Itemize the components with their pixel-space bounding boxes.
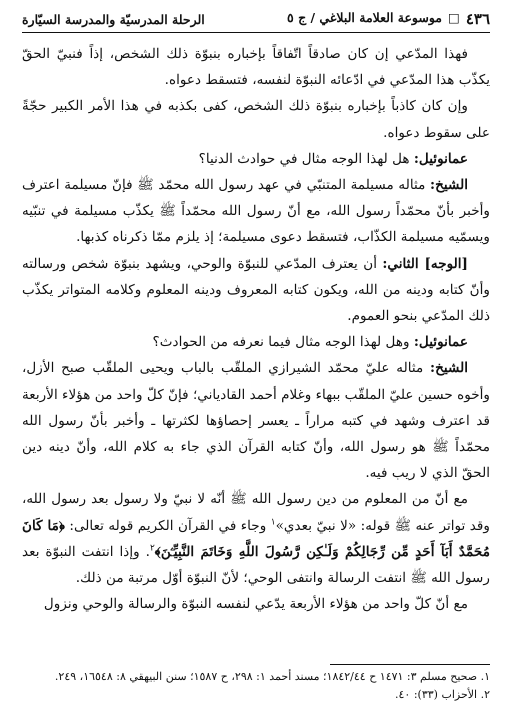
footnote-1: ١. صحيح مسلم ٣: ١٤٧١ ح ١٨٤٢/٤٤؛ مسند أحمد ١: ٢٩٨، ح ١٥٨٧؛ سنن البيهقي ٨: ١٦٥٤٨، ٢٤٩. — [54, 670, 490, 683]
quran-verse: ﴿مَا كَانَ مُحَمَّدٌ أَبَآ أَحَدٍ مِّن رِّجَالِكُمْ وَلَـٰكِن رَّسُولَ اللَّهِ وَخَاتَمَ النَّبِيِّـۧنَ﴾ — [22, 517, 490, 560]
speaker-label: الشيخ: — [430, 360, 468, 377]
paragraph-4 — [22, 172, 490, 251]
running-header — [22, 10, 490, 30]
paragraph-text: هل لهذا الوجه مثال في حوادث الدنيا؟ — [198, 150, 414, 167]
chapter-title: الرحلة المدرسيّة والمدرسة السيّارة — [22, 12, 205, 27]
paragraph-text: فهذا المدّعي إن كان صادقاً اتّفاقاً بإخباره بنبوّة ذلك الشخص، إذاً فنبيّ الحقّ يكذّب هذا المدّعي في ادّعائه النبوّة لنفسه، فتسقط دعواه. — [22, 46, 490, 89]
paragraph-text: مثاله عليّ محمّد الشيرازي الملقّب بالباب ويحيى الملقّب صبح الأزل، وأخوه حسين عليّ الملقّب ببهاء وغلام أحمد القادياني؛ فإنّ كلّ واحد من هؤلاء الأربعة قد اعترف وشهد في كتبه مراراً ـ يعسر إحصاؤها لكثرتها ـ وأخبر بأنّ رسول الله محمّداً ﷺ هو رسول الله، وأنّ كتابه القرآن الذي جاء به كلام الله، وأنّ دينه دين الحقّ الذي لا ريب فيه. — [22, 360, 490, 482]
footnote-2: ٢. الأحزاب (٣٣): ٤٠. — [395, 688, 490, 701]
header-rule — [22, 32, 490, 33]
paragraph-text: وهل لهذا الوجه مثال فيما نعرفه من الحوادث؟ — [152, 334, 414, 351]
header-separator: □ — [448, 10, 460, 25]
paragraph-6 — [22, 329, 490, 355]
speaker-label: عمانوئيل: — [413, 334, 468, 351]
page-number: ٤٣٦ — [465, 10, 490, 28]
paragraph-1 — [22, 41, 490, 93]
speaker-label: الشيخ: — [430, 177, 468, 194]
footnotes — [22, 668, 490, 704]
paragraph-7 — [22, 355, 490, 486]
paragraph-5 — [22, 251, 490, 330]
paragraph-text: . وإذا انتفت النبوّة بعد رسول الله ﷺ انتفت الرسالة وانتفى الوحي؛ لأنّ النبوّة أوّل مرتبة من ذلك. — [22, 543, 490, 587]
paragraph-text: وجاء في القرآن الكريم قوله تعالى: — [64, 517, 271, 534]
paragraph-text: مثاله مسيلمة المتنبّي في عهد رسول الله محمّد ﷺ فإنّ مسيلمة اعترف وأخبر بأنّ محمّداً رسول الله، مع أنّ رسول الله محمّداً ﷺ يكذّب مسيلمة في تنبّيه ويسمّيه مسيلمة الكذّاب، فتسقط دعوى مسيلمة؛ إذ يلزم ممّا ذكرناه كذبها. — [22, 177, 490, 246]
speaker-label: عمانوئيل: — [413, 150, 468, 167]
paragraph-text: مع أنّ كلّ واحد من هؤلاء الأربعة يدّعي لنفسه النبوّة والرسالة والوحي ونزول — [43, 596, 468, 613]
paragraph-text: وإن كان كاذباً بإخباره بنبوّة ذلك الشخص، كفى بكذبه في هذا الأمر الكبير حجّةً على سقوط دعواه. — [22, 98, 490, 141]
paragraph-9 — [22, 591, 490, 617]
section-label: [الوجه] الثاني: — [382, 255, 468, 272]
footnote-ref[interactable]: ١ — [270, 517, 276, 528]
paragraph-3 — [22, 146, 490, 172]
paragraph-text: أن يعترف المدّعي للنبوّة والوحي، ويشهد بنبوّة شخص ورسالته وأنّ كتابه ودينه من الله، ويكون كتابه المعروف ودينه المعلوم وكلامه المتواتر يكذّب ذلك المدّعي بنحو العموم. — [22, 255, 490, 325]
header-right — [287, 10, 490, 28]
paragraph-2 — [22, 93, 490, 145]
paragraph-8 — [22, 486, 490, 591]
body-text — [22, 41, 490, 617]
series-title: موسوعة العلامة البلاغي / ج ٥ — [287, 10, 443, 25]
footnote-rule — [330, 664, 490, 665]
paragraph-text: مع أنّ من المعلوم من دين رسول الله ﷺ أنّه لا نبيّ ولا رسول بعد رسول الله، وقد تواتر عنه ﷺ قوله: «لا نبيّ بعدي» — [22, 491, 490, 534]
footnote-ref[interactable]: ٢ — [149, 543, 155, 554]
